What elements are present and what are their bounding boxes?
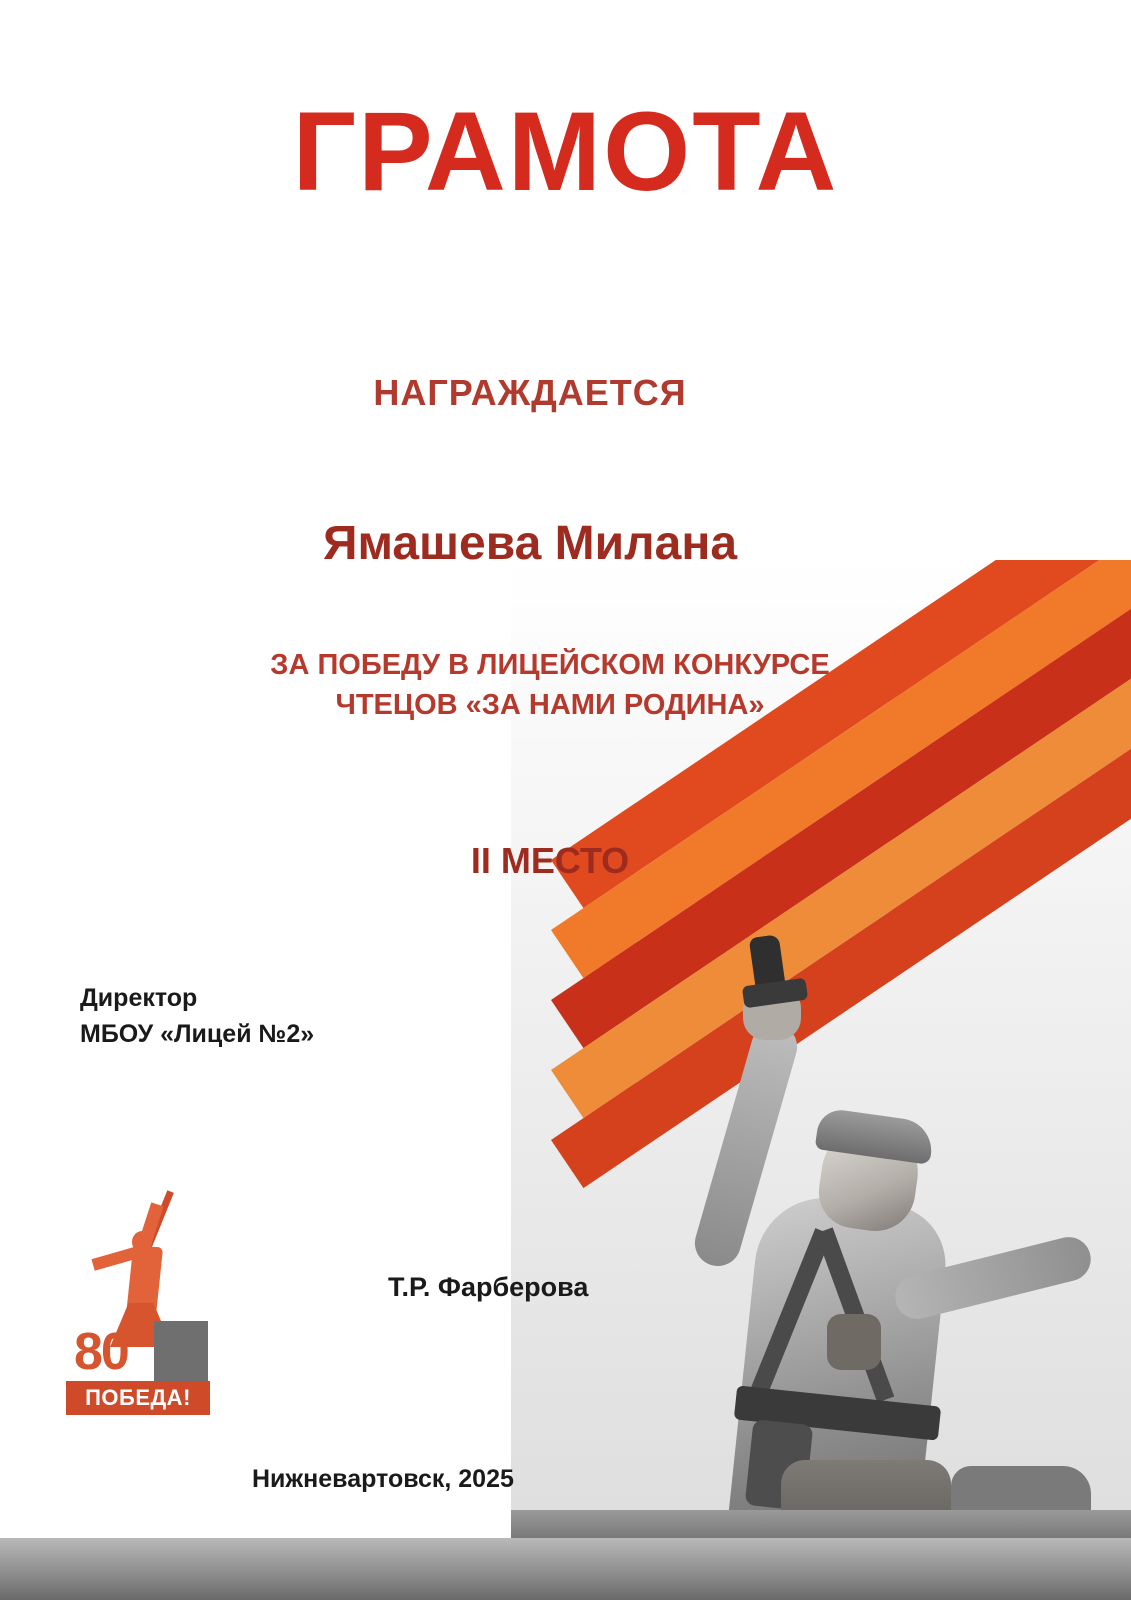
emblem-ribbon-label: ПОБЕДА! xyxy=(85,1385,191,1410)
emblem-ribbon xyxy=(66,1381,210,1415)
victory-80-emblem xyxy=(62,1195,210,1420)
recipient-name: Ямашева Милана xyxy=(322,517,738,570)
emblem-number: 80 xyxy=(74,1323,128,1381)
signer-role-line-1: Директор xyxy=(80,984,198,1012)
certificate-title: ГРАМОТА xyxy=(292,89,839,214)
signer-name: Т.Р. Фарберова xyxy=(388,1272,589,1302)
award-place: II МЕСТО xyxy=(470,840,630,881)
city-and-year: Нижневартовск, 2025 xyxy=(252,1465,514,1493)
award-reason: ЗА ПОБЕДУ В ЛИЦЕЙСКОМ КОНКУРСЕ ЧТЕЦОВ «ЗА НАМИ РОДИНА» xyxy=(270,649,830,722)
award-subtitle: НАГРАЖДАЕТСЯ xyxy=(373,372,687,413)
signer-role xyxy=(80,980,314,1053)
signer-role-line-2: МБОУ «Лицей №2» xyxy=(80,1020,315,1049)
